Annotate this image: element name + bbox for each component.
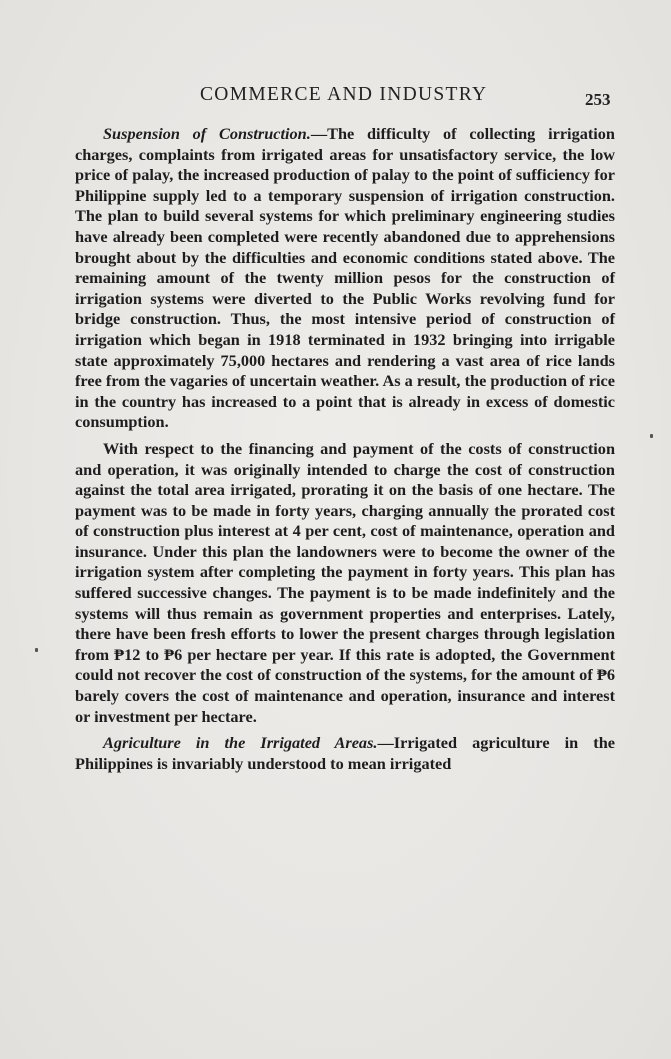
paragraph-suspension	[75, 124, 615, 433]
paragraph-agriculture	[75, 733, 615, 774]
page-number: 253	[585, 90, 611, 109]
paragraph-text: With respect to the financing and payment of the costs of construction and operation, it was originally intended to charge the cost of construction against the total area irrigated, prorating it on the basis of one hectare. The payment was to be made in forty years, charging annually the prorated cost of construction plus interest at 4 per cent, cost of maintenance, operation and insurance. Under this plan the landowners were to become the owner of the irrigation system after completing the payment in forty years. This plan has suffered successive changes. The payment is to be made indefinitely and the systems will thus remain as government properties and enterprises. Lately, there have been fresh efforts to lower the present charges through legislation from ₱12 to ₱6 per hectare per year. If this rate is adopted, the Government could not recover the cost of construction of the systems, for the amount of ₱6 barely covers the cost of maintenance and operation, insurance and interest or investment per hectare.	[75, 438, 615, 726]
section-heading-agriculture: Agriculture in the Irrigated Areas.	[103, 733, 378, 753]
print-speck	[35, 648, 38, 652]
running-head	[0, 84, 671, 110]
section-heading-suspension: Suspension of Construction.	[103, 124, 311, 143]
body-text	[75, 124, 615, 780]
paragraph-financing	[75, 439, 615, 727]
paragraph-text: —Irrigated agriculture in the Philippines is invariably understood to mean irrigated	[75, 733, 615, 773]
running-title: COMMERCE AND INDUSTRY	[200, 84, 488, 105]
paragraph-text: —The difficulty of collecting irrigation charges, complaints from irrigated areas for unsatisfactory service, the low price of palay, the increased production of palay to the point of sufficiency for Philippine supply led to a temporary suspension of irrigation construction. The plan to build several systems for which preliminary engineering studies have already been completed were recently abandoned due to apprehensions brought about by the difficulties and economic conditions stated above. The remaining amount of the twenty million pesos for the construction of irrigation systems were diverted to the Public Works revolving fund for bridge construction. Thus, the most intensive period of construction of irrigation which began in 1918 terminated in 1932 bringing into irrigable state approximately 75,000 hectares and rendering a vast area of rice lands free from the vagaries of uncertain weather. As a result, the production of rice in the country has increased to a point that is already in excess of domestic consumption.	[75, 124, 615, 432]
print-speck	[650, 434, 653, 438]
